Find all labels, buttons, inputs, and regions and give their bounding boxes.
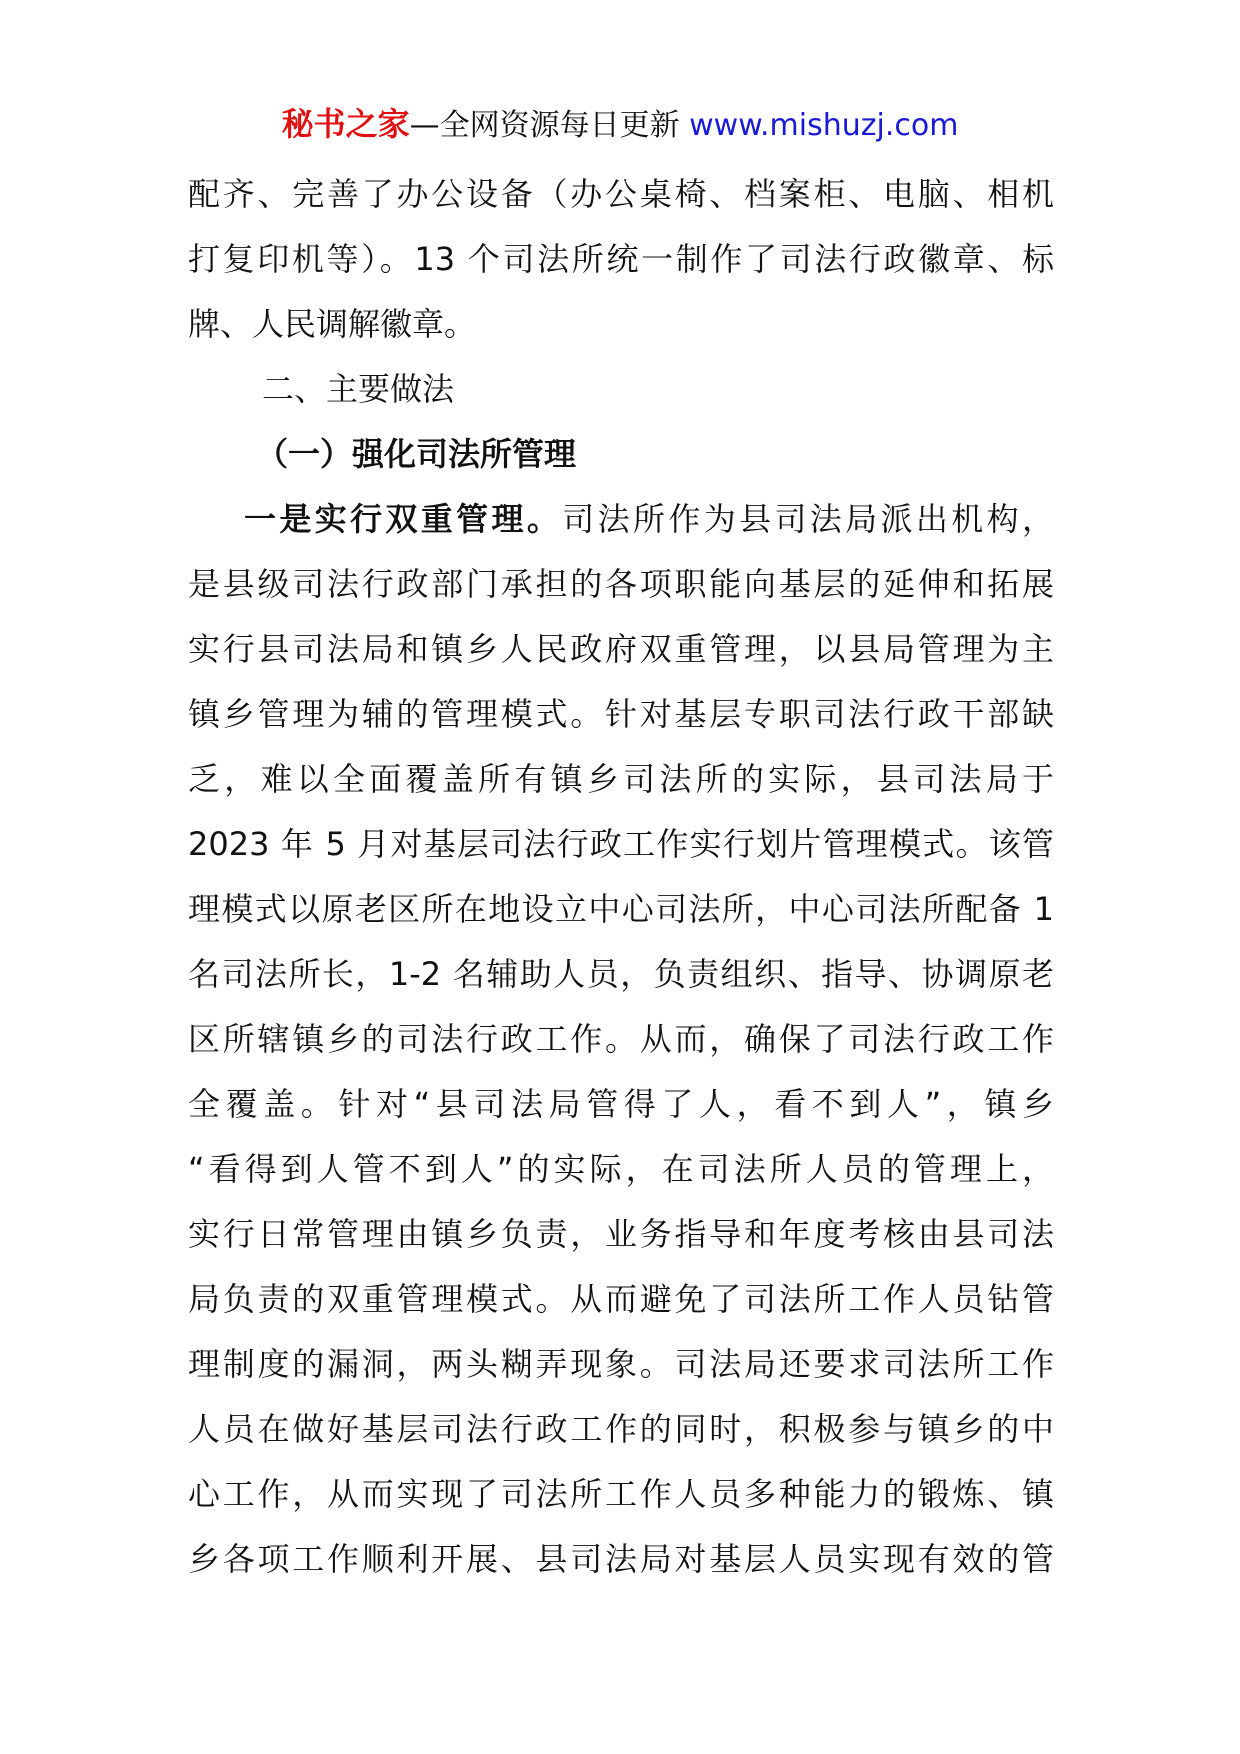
text-line: 理制度的漏洞，两头糊弄现象。司法局还要求司法所工作 [188, 1345, 1054, 1383]
text-line: 全覆盖。针对“县司法局管得了人，看不到人”，镇乡 [188, 1085, 1054, 1123]
text-line: 镇乡管理为辅的管理模式。针对基层专职司法行政干部缺 [188, 695, 1054, 733]
text-line: 心工作，从而实现了司法所工作人员多种能力的锻炼、镇 [188, 1475, 1054, 1513]
text-line: 局负责的双重管理模式。从而避免了司法所工作人员钻管 [188, 1280, 1054, 1318]
text-line: 实行日常管理由镇乡负责，业务指导和年度考核由县司法 [188, 1215, 1054, 1253]
sub-heading: （一）强化司法所管理 [256, 435, 577, 473]
text-line: 名司法所长，1-2 名辅助人员，负责组织、指导、协调原老 [188, 955, 1054, 993]
website-link[interactable]: www.mishuzj.com [689, 108, 959, 143]
paragraph-lead-line [188, 487, 1054, 552]
document-body [188, 162, 1054, 1592]
lead-bold-phrase: 一是实行双重管理。 [244, 500, 563, 538]
text-line: 是县级司法行政部门承担的各项职能向基层的延伸和拓展 [188, 565, 1054, 603]
text-line: 配齐、完善了办公设备（办公桌椅、档案柜、电脑、相机 [188, 175, 1054, 213]
text-line: 乡各项工作顺利开展、县司法局对基层人员实现有效的管 [188, 1540, 1054, 1578]
text-line: “看得到人管不到人”的实际，在司法所人员的管理上， [188, 1150, 1054, 1188]
watermark-header [0, 100, 1240, 150]
text-line: 区所辖镇乡的司法行政工作。从而，确保了司法行政工作 [188, 1020, 1054, 1058]
text-line: 理模式以原老区所在地设立中心司法所，中心司法所配备 1 [188, 890, 1054, 928]
brand-name: 秘书之家 [281, 105, 410, 143]
header-tagline: —全网资源每日更新 [409, 108, 690, 143]
text-line: 牌、人民调解徽章。 [188, 305, 477, 343]
lead-rest-text: 司法所作为县司法局派出机构， [562, 500, 1054, 538]
text-line: 2023 年 5 月对基层司法行政工作实行划片管理模式。该管 [188, 825, 1054, 863]
section-heading: 二、主要做法 [262, 370, 455, 408]
text-line: 人员在做好基层司法行政工作的同时，积极参与镇乡的中 [188, 1410, 1054, 1448]
text-line: 实行县司法局和镇乡人民政府双重管理，以县局管理为主 [188, 630, 1054, 668]
text-line: 打复印机等）。13 个司法所统一制作了司法行政徽章、标 [188, 240, 1054, 278]
text-line: 乏，难以全面覆盖所有镇乡司法所的实际，县司法局于 [188, 760, 1054, 798]
